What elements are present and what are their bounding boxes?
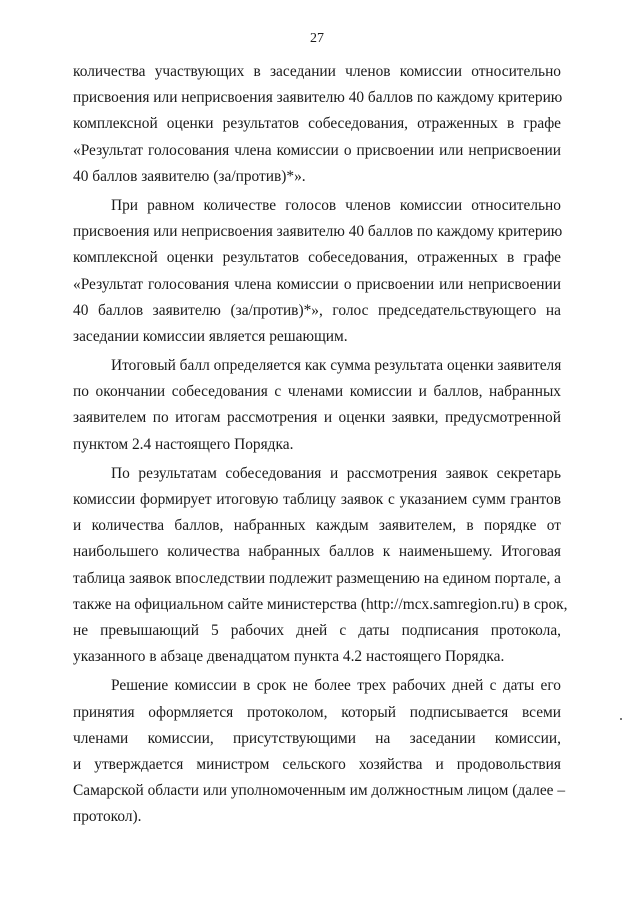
text-line: 40 баллов заявителю (за/против)*», голос председательствующего на bbox=[73, 301, 561, 319]
text-line: пунктом 2.4 настоящего Порядка. bbox=[73, 435, 294, 453]
paragraph bbox=[73, 193, 561, 350]
text-line: При равном количестве голосов членов комиссии относительно bbox=[111, 196, 561, 214]
text-line: заседании комиссии является решающим. bbox=[73, 327, 348, 345]
text-line: не превышающий 5 рабочих дней с даты подписания протокола, bbox=[73, 621, 561, 639]
text-line: Самарской области или уполномоченным им должностным лицом (далее – bbox=[73, 782, 566, 800]
text-line: и количества баллов, набранных каждым заявителем, в порядке от bbox=[73, 517, 561, 535]
document-body bbox=[73, 59, 568, 830]
text-line: протокол). bbox=[73, 808, 142, 826]
text-line: комиссии формирует итоговую таблицу заявок с указанием сумм грантов bbox=[73, 491, 561, 508]
paragraph bbox=[73, 353, 561, 458]
text-line: количества участвующих в заседании членов комиссии относительно bbox=[73, 63, 561, 80]
text-line: по окончании собеседования с членами комиссии и баллов, набранных bbox=[73, 383, 561, 401]
text-line: По результатам собеседования и рассмотрения заявок секретарь bbox=[111, 464, 561, 482]
text-line: «Результат голосования члена комиссии о присвоении или неприсвоении bbox=[73, 275, 561, 293]
text-line: и утверждается министром сельского хозяйства и продовольствия bbox=[73, 755, 561, 773]
text-line: комплексной оценки результатов собеседования, отраженных в графе bbox=[73, 115, 561, 133]
text-line: членами комиссии, присутствующими на заседании комиссии, bbox=[73, 729, 561, 747]
text-line: принятия оформляется протоколом, который подписывается всеми bbox=[73, 703, 561, 721]
text-line: Решение комиссии в срок не более трех рабочих дней с даты его bbox=[111, 677, 561, 695]
text-line: комплексной оценки результатов собеседования, отраженных в графе bbox=[73, 249, 561, 267]
text-line: заявителем по итогам рассмотрения и оценки заявки, предусмотренной bbox=[73, 409, 561, 427]
text-line: 40 баллов заявителю (за/против)*». bbox=[73, 167, 306, 185]
text-line: указанного в абзаце двенадцатом пункта 4.2 настоящего Порядка. bbox=[73, 648, 505, 666]
text-line: присвоения или неприсвоения заявителю 40 баллов по каждому критерию bbox=[73, 89, 563, 107]
page-number: 27 bbox=[310, 31, 324, 46]
text-line: таблица заявок впоследствии подлежит размещению на едином портале, а bbox=[73, 569, 561, 587]
text-line: также на официальном сайте министерства (http://mcx.samregion.ru) в срок, bbox=[73, 595, 568, 613]
text-line: «Результат голосования члена комиссии о присвоении или неприсвоении bbox=[73, 141, 561, 159]
paragraph bbox=[73, 59, 561, 190]
paragraph bbox=[73, 673, 566, 830]
paragraph bbox=[73, 461, 568, 671]
margin-mark bbox=[620, 718, 622, 720]
text-line: присвоения или неприсвоения заявителю 40 баллов по каждому критерию bbox=[73, 223, 563, 241]
text-line: Итоговый балл определяется как сумма результата оценки заявителя bbox=[111, 357, 562, 375]
text-line: наибольшего количества набранных баллов к наименьшему. Итоговая bbox=[73, 543, 561, 561]
